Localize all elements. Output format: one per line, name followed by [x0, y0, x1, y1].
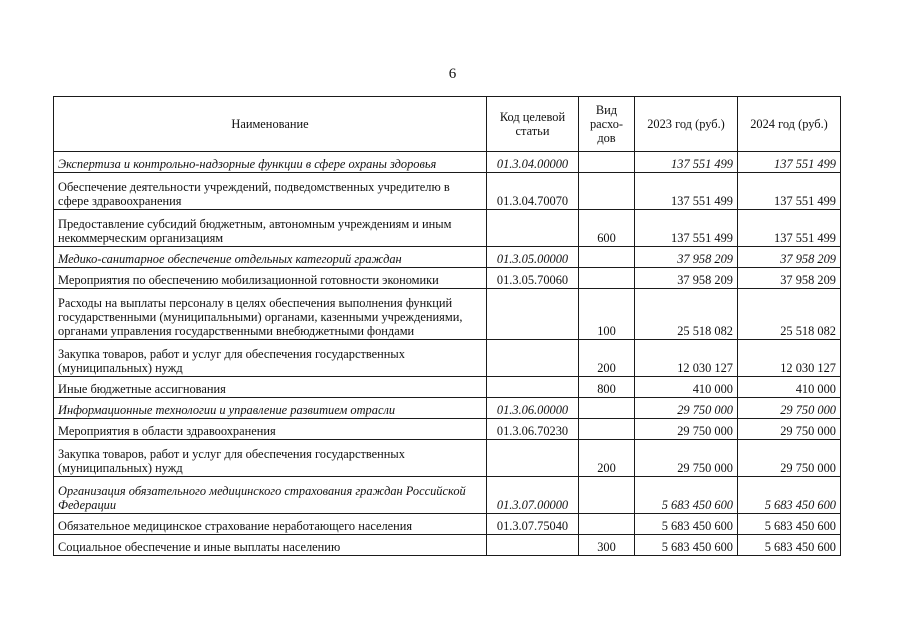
cell-vid: [579, 152, 635, 173]
table-row: [54, 289, 841, 340]
cell-code: 01.3.07.00000: [487, 477, 579, 514]
table-row: [54, 398, 841, 419]
cell-2023: 25 518 082: [635, 289, 738, 340]
cell-code: 01.3.07.75040: [487, 514, 579, 535]
table-row: [54, 247, 841, 268]
cell-2024: 25 518 082: [738, 289, 841, 340]
cell-2023: 29 750 000: [635, 398, 738, 419]
cell-vid: 600: [579, 210, 635, 247]
cell-vid: [579, 398, 635, 419]
cell-vid: 100: [579, 289, 635, 340]
cell-name: Мероприятия по обеспечению мобилизационной готовности экономики: [54, 268, 487, 289]
cell-vid: [579, 247, 635, 268]
cell-vid: 200: [579, 440, 635, 477]
table-row: [54, 173, 841, 210]
cell-2024: 29 750 000: [738, 419, 841, 440]
cell-code: [487, 210, 579, 247]
cell-code: [487, 340, 579, 377]
table-row: [54, 377, 841, 398]
cell-2024: 137 551 499: [738, 173, 841, 210]
cell-code: [487, 377, 579, 398]
cell-2023: 29 750 000: [635, 419, 738, 440]
cell-code: 01.3.06.00000: [487, 398, 579, 419]
table-row: [54, 477, 841, 514]
cell-2023: 5 683 450 600: [635, 514, 738, 535]
cell-2023: 37 958 209: [635, 268, 738, 289]
cell-vid: 800: [579, 377, 635, 398]
cell-2023: 137 551 499: [635, 210, 738, 247]
cell-2023: 5 683 450 600: [635, 535, 738, 556]
cell-2023: 410 000: [635, 377, 738, 398]
cell-2024: 137 551 499: [738, 210, 841, 247]
cell-code: [487, 289, 579, 340]
cell-name: Расходы на выплаты персоналу в целях обеспечения выполнения функций государственными (муниципальными) органами, казенными учреждениями, органами управления государственными внебюджетными фондами: [54, 289, 487, 340]
cell-vid: [579, 477, 635, 514]
cell-2023: 137 551 499: [635, 173, 738, 210]
cell-2024: 137 551 499: [738, 152, 841, 173]
table-row: [54, 440, 841, 477]
cell-name: Обеспечение деятельности учреждений, подведомственных учредителю в сфере здравоохранения: [54, 173, 487, 210]
table-row: [54, 419, 841, 440]
table-row: [54, 535, 841, 556]
cell-2023: 5 683 450 600: [635, 477, 738, 514]
cell-name: Организация обязательного медицинского страхования граждан Российской Федерации: [54, 477, 487, 514]
cell-2024: 37 958 209: [738, 247, 841, 268]
cell-2023: 29 750 000: [635, 440, 738, 477]
cell-name: Мероприятия в области здравоохранения: [54, 419, 487, 440]
cell-2024: 29 750 000: [738, 440, 841, 477]
cell-2023: 137 551 499: [635, 152, 738, 173]
cell-2024: 29 750 000: [738, 398, 841, 419]
header-vid: Вид расхо-дов: [579, 97, 635, 152]
cell-vid: 300: [579, 535, 635, 556]
cell-vid: [579, 514, 635, 535]
header-2023: 2023 год (руб.): [635, 97, 738, 152]
cell-code: 01.3.06.70230: [487, 419, 579, 440]
cell-name: Закупка товаров, работ и услуг для обеспечения государственных (муниципальных) нужд: [54, 340, 487, 377]
cell-name: Иные бюджетные ассигнования: [54, 377, 487, 398]
cell-code: 01.3.04.00000: [487, 152, 579, 173]
cell-name: Обязательное медицинское страхование неработающего населения: [54, 514, 487, 535]
cell-name: Информационные технологии и управление развитием отрасли: [54, 398, 487, 419]
cell-code: 01.3.05.00000: [487, 247, 579, 268]
cell-2023: 37 958 209: [635, 247, 738, 268]
cell-2024: 5 683 450 600: [738, 535, 841, 556]
cell-code: [487, 535, 579, 556]
cell-vid: 200: [579, 340, 635, 377]
table-row: [54, 340, 841, 377]
cell-vid: [579, 419, 635, 440]
cell-2024: 5 683 450 600: [738, 514, 841, 535]
cell-name: Медико-санитарное обеспечение отдельных категорий граждан: [54, 247, 487, 268]
page-number: 6: [448, 66, 457, 82]
cell-name: Предоставление субсидий бюджетным, автономным учреждениям и иным некоммерческим организациям: [54, 210, 487, 247]
cell-name: Социальное обеспечение и иные выплаты населению: [54, 535, 487, 556]
cell-vid: [579, 268, 635, 289]
table-row: [54, 152, 841, 173]
cell-2024: 12 030 127: [738, 340, 841, 377]
budget-table: [53, 96, 841, 556]
cell-code: 01.3.05.70060: [487, 268, 579, 289]
table-header-row: [54, 97, 841, 152]
header-code: Код целевой статьи: [487, 97, 579, 152]
cell-name: Экспертиза и контрольно-надзорные функции в сфере охраны здоровья: [54, 152, 487, 173]
cell-2024: 37 958 209: [738, 268, 841, 289]
cell-code: [487, 440, 579, 477]
header-2024: 2024 год (руб.): [738, 97, 841, 152]
cell-2024: 5 683 450 600: [738, 477, 841, 514]
table-row: [54, 268, 841, 289]
cell-name: Закупка товаров, работ и услуг для обеспечения государственных (муниципальных) нужд: [54, 440, 487, 477]
cell-vid: [579, 173, 635, 210]
header-name: Наименование: [54, 97, 487, 152]
table-row: [54, 210, 841, 247]
cell-2023: 12 030 127: [635, 340, 738, 377]
cell-code: 01.3.04.70070: [487, 173, 579, 210]
table-row: [54, 514, 841, 535]
cell-2024: 410 000: [738, 377, 841, 398]
